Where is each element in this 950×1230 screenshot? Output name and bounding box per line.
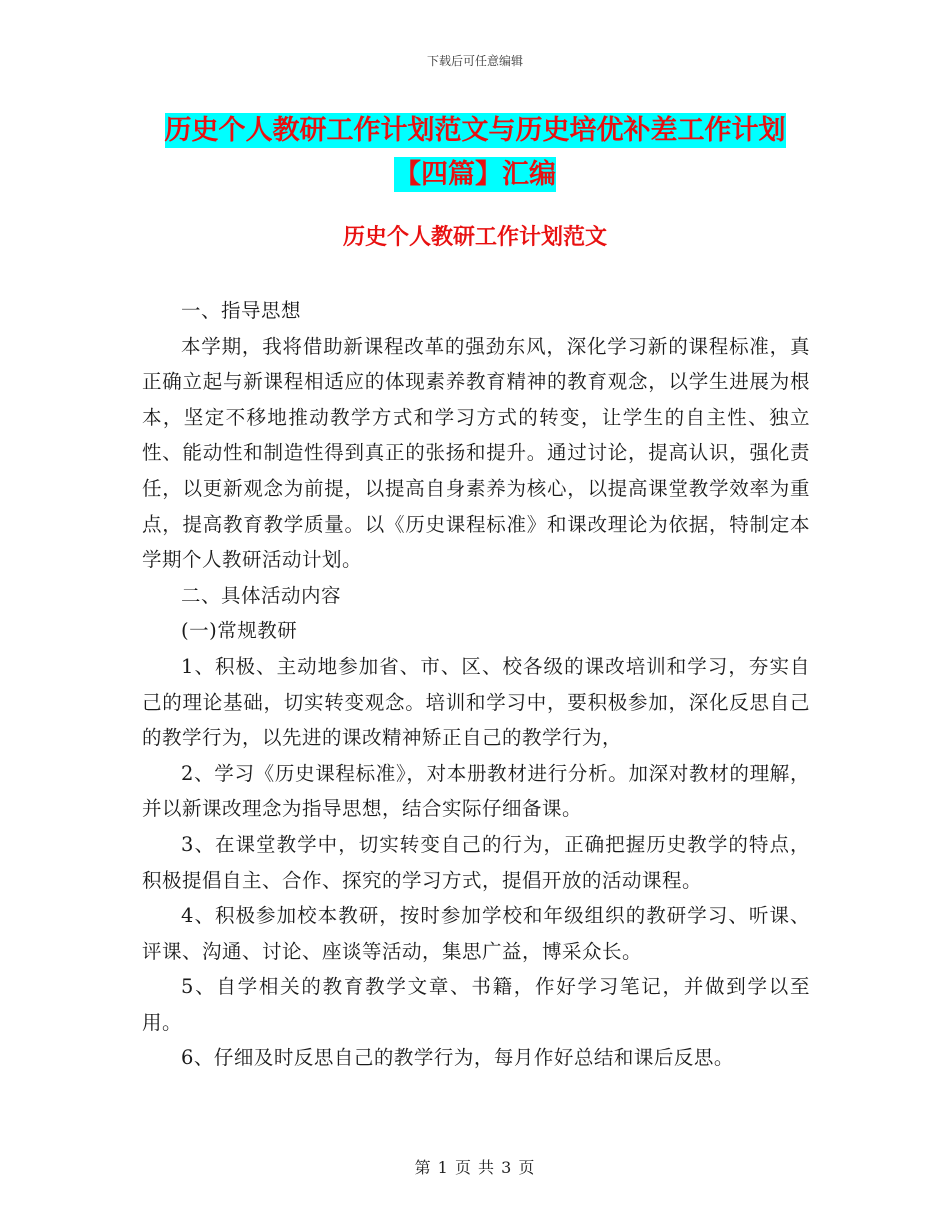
document-body bbox=[142, 293, 810, 1076]
list-item: 1、积极、主动地参加省、市、区、校各级的课改培训和学习，夯实自己的理论基础，切实转变观念。培训和学习中，要积极参加，深化反思自己的教学行为，以先进的课改精神矫正自己的教学行为， bbox=[142, 654, 810, 750]
list-item: 5、自学相关的教育教学文章、书籍，作好学习笔记，并做到学以至用。 bbox=[142, 975, 810, 1034]
document-title-line-1 bbox=[140, 108, 810, 154]
title-highlight-1: 历史个人教研工作计划范文与历史培优补差工作计划 bbox=[164, 115, 786, 146]
list-item: 4、积极参加校本教研，按时参加学校和年级组织的教研学习、听课、评课、沟通、讨论、座谈等活动，集思广益，博采众长。 bbox=[142, 904, 810, 963]
paragraph: 本学期，我将借助新课程改革的强劲东风，深化学习新的课程标准，真正确立起与新课程相适应的体现素养教育精神的教育观念，以学生进展为根本，坚定不移地推动教学方式和学习方式的转变，让学生的自主性、独立性、能动性和制造性得到真正的张扬和提升。通过讨论，提高认识，强化责任，以更新观念为前提，以提高自身素养为核心，以提高课堂教学效率为重点，提高教育教学质量。以《历史课程标准》和课改理论为依据，特制定本学期个人教研活动计划。 bbox=[142, 334, 810, 572]
list-item: 2、学习《历史课程标准》，对本册教材进行分析。加深对教材的理解，并以新课改理念为指导思想，结合实际仔细备课。 bbox=[142, 761, 810, 821]
subheading-routine-research: (一)常规教研 bbox=[181, 619, 298, 643]
section-title: 历史个人教研工作计划范文 bbox=[342, 225, 607, 250]
list-item: 3、在课堂教学中，切实转变自己的行为，正确把握历史教学的特点，积极提倡自主、合作、探究的学习方式，提倡开放的活动课程。 bbox=[142, 832, 810, 892]
list-item: 6、仔细及时反思自己的教学行为，每月作好总结和课后反思。 bbox=[181, 1046, 734, 1070]
heading-activities: 二、具体活动内容 bbox=[181, 583, 342, 607]
title-highlight-2: 【四篇】汇编 bbox=[394, 159, 556, 190]
header-note: 下载后可任意编辑 bbox=[426, 54, 523, 68]
heading-guiding-thought: 一、指导思想 bbox=[181, 299, 302, 322]
page-footer: 第 1 页 共 3 页 bbox=[414, 1158, 536, 1177]
document-title-line-2 bbox=[140, 152, 810, 198]
